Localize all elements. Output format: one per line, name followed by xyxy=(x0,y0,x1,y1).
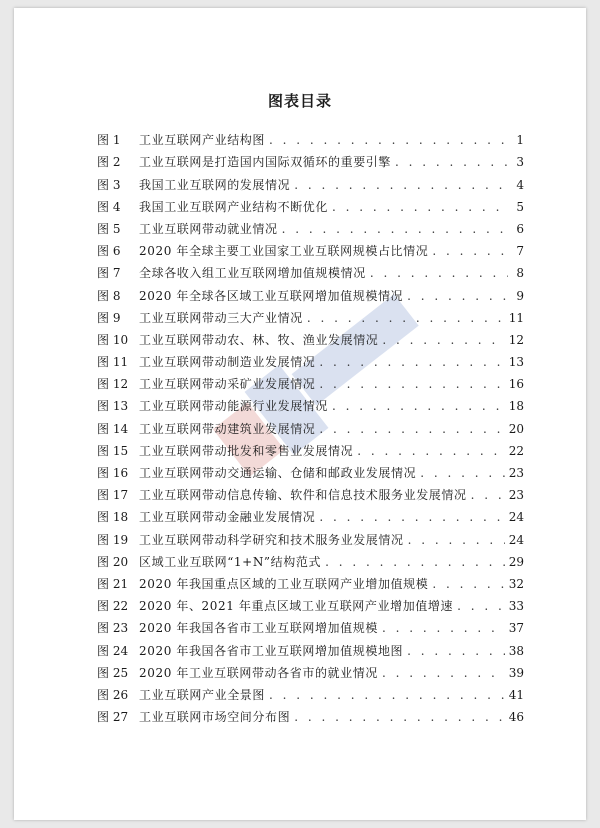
dot-leader xyxy=(319,510,504,524)
toc-entry[interactable] xyxy=(97,458,524,480)
page-number: 23 xyxy=(508,466,524,480)
toc-entry[interactable] xyxy=(97,635,524,657)
figure-title: 工业互联网带动科学研究和技术服务业发展情况 xyxy=(139,532,404,547)
figure-number: 图 21 xyxy=(97,576,129,591)
figure-number: 图 5 xyxy=(97,221,121,236)
dot-leader xyxy=(357,444,505,458)
page-number: 39 xyxy=(508,665,524,680)
page-number: 33 xyxy=(508,599,524,614)
figure-title: 我国工业互联网产业结构不断优化 xyxy=(139,199,329,214)
figure-title: 工业互联网带动信息传输、软件和信息技术服务业发展情况 xyxy=(139,488,467,503)
dot-leader xyxy=(407,644,505,658)
page-number: 13 xyxy=(508,355,524,370)
toc-entry[interactable] xyxy=(97,413,524,435)
figure-number: 图 19 xyxy=(97,532,129,547)
toc-entry[interactable] xyxy=(97,169,524,191)
figure-number: 图 13 xyxy=(97,399,129,414)
dot-leader xyxy=(269,688,505,702)
figure-title: 工业互联网带动批发和零售业发展情况 xyxy=(139,443,354,458)
document-page xyxy=(14,8,586,820)
figure-number: 图 1 xyxy=(97,133,121,148)
figure-number: 图 3 xyxy=(97,177,121,192)
dot-leader xyxy=(319,422,504,436)
page-number: 41 xyxy=(508,687,524,702)
figure-number: 图 8 xyxy=(97,288,121,303)
figure-title: 工业互联网带动能源行业发展情况 xyxy=(139,399,329,414)
figure-number: 图 17 xyxy=(97,488,129,503)
figure-number: 图 12 xyxy=(97,377,129,392)
figure-number: 图 20 xyxy=(97,554,129,569)
page-number: 24 xyxy=(508,532,524,547)
toc-entry[interactable] xyxy=(97,280,524,302)
toc-entry[interactable] xyxy=(97,547,524,569)
dot-leader xyxy=(408,533,505,547)
figure-number: 图 26 xyxy=(97,687,129,702)
page-number: 6 xyxy=(516,221,524,236)
figure-index-list xyxy=(97,125,524,724)
toc-entry[interactable] xyxy=(97,147,524,169)
figure-number: 图 18 xyxy=(97,510,129,525)
figure-number: 图 25 xyxy=(97,665,129,680)
toc-entry[interactable] xyxy=(97,258,524,280)
figure-title: 工业互联网产业全景图 xyxy=(139,687,266,702)
figure-number: 图 14 xyxy=(97,421,129,436)
figure-title: 工业互联网带动制造业发展情况 xyxy=(139,355,316,370)
dot-leader xyxy=(332,200,508,214)
figure-title: 全球各收入组工业互联网增加值规模情况 xyxy=(139,266,366,281)
dot-leader xyxy=(282,222,508,236)
page-number: 3 xyxy=(516,155,524,170)
dot-leader xyxy=(319,377,504,391)
toc-entry[interactable] xyxy=(97,391,524,413)
toc-entry[interactable] xyxy=(97,303,524,325)
dot-leader xyxy=(457,599,505,613)
figure-title: 2020 年我国各省市工业互联网增加值规模地图 xyxy=(139,643,404,658)
figure-title: 工业互联网带动建筑业发展情况 xyxy=(139,421,316,436)
figure-title: 工业互联网带动三大产业情况 xyxy=(139,310,303,325)
figure-number: 图 24 xyxy=(97,643,129,658)
dot-leader xyxy=(382,621,505,635)
page-number: 5 xyxy=(516,199,524,214)
figure-title: 工业互联网是打造国内国际双循环的重要引擎 xyxy=(139,155,392,170)
toc-entry[interactable] xyxy=(97,680,524,702)
dot-leader xyxy=(294,178,508,192)
dot-leader xyxy=(432,244,508,258)
dot-leader xyxy=(382,666,505,680)
page-number: 37 xyxy=(508,621,524,636)
dot-leader xyxy=(382,333,504,347)
figure-title: 工业互联网带动采矿业发展情况 xyxy=(139,377,316,392)
dot-leader xyxy=(319,355,504,369)
page-number: 46 xyxy=(508,710,524,725)
page-number: 1 xyxy=(516,133,524,148)
figure-title: 2020 年工业互联网带动各省市的就业情况 xyxy=(139,665,378,680)
figure-title: 工业互联网带动就业情况 xyxy=(139,221,278,236)
toc-entry[interactable] xyxy=(97,613,524,635)
page-number: 4 xyxy=(516,177,524,192)
figure-number: 图 16 xyxy=(97,466,129,480)
toc-entry[interactable] xyxy=(97,347,524,369)
toc-entry[interactable] xyxy=(97,125,524,147)
toc-entry[interactable] xyxy=(97,236,524,258)
figure-number: 图 6 xyxy=(97,244,121,259)
figure-number: 图 27 xyxy=(97,710,129,725)
dot-leader xyxy=(432,577,504,591)
page-title: 图表目录 xyxy=(267,92,332,110)
toc-entry[interactable] xyxy=(97,480,524,502)
dot-leader xyxy=(325,555,505,569)
toc-entry[interactable] xyxy=(97,502,524,524)
figure-number: 图 2 xyxy=(97,155,121,170)
dot-leader xyxy=(471,488,505,502)
figure-title: 2020 年我国各省市工业互联网增加值规模 xyxy=(139,621,378,636)
page-number: 11 xyxy=(508,310,524,325)
figure-title: 2020 年全球各区域工业互联网增加值规模情况 xyxy=(139,288,404,303)
dot-leader xyxy=(269,133,508,147)
dot-leader xyxy=(332,399,505,413)
figure-title: 工业互联网带动金融业发展情况 xyxy=(139,510,316,525)
figure-title: 2020 年、2021 年重点区域工业互联网产业增加值增速 xyxy=(139,599,454,614)
figure-number: 图 15 xyxy=(97,443,129,458)
page-number: 32 xyxy=(508,576,524,591)
figure-number: 图 11 xyxy=(97,355,129,370)
figure-title: 我国工业互联网的发展情况 xyxy=(139,177,291,192)
page-number: 22 xyxy=(508,443,524,458)
dot-leader xyxy=(395,155,508,169)
page-number: 24 xyxy=(508,510,524,525)
figure-number: 图 7 xyxy=(97,266,121,281)
toc-entry[interactable] xyxy=(97,369,524,391)
page-number: 20 xyxy=(508,421,524,436)
toc-entry[interactable] xyxy=(97,702,524,724)
page-number: 18 xyxy=(508,399,524,414)
page-number: 8 xyxy=(516,266,524,281)
toc-entry[interactable] xyxy=(97,569,524,591)
page-number: 7 xyxy=(516,244,524,259)
toc-entry[interactable] xyxy=(97,524,524,546)
figure-title: 工业互联网带动交通运输、仓储和邮政业发展情况 xyxy=(139,466,417,480)
figure-title: 2020 年我国重点区域的工业互联网产业增加值规模 xyxy=(139,576,429,591)
figure-title: 工业互联网产业结构图 xyxy=(139,133,266,148)
toc-entry[interactable] xyxy=(97,591,524,613)
figure-title: 工业互联网市场空间分布图 xyxy=(139,710,291,725)
figure-number: 图 22 xyxy=(97,599,129,614)
figure-title: 工业互联网带动农、林、牧、渔业发展情况 xyxy=(139,332,379,347)
toc-entry[interactable] xyxy=(97,325,524,347)
figure-number: 图 4 xyxy=(97,199,121,214)
figure-title: 区域工业互联网“1+N”结构范式 xyxy=(139,554,322,569)
figure-title: 2020 年全球主要工业国家工业互联网规模占比情况 xyxy=(139,244,429,259)
toc-entry[interactable] xyxy=(97,436,524,458)
figure-number: 图 23 xyxy=(97,621,129,636)
page-number: 16 xyxy=(508,377,524,392)
toc-entry[interactable] xyxy=(97,214,524,236)
dot-leader xyxy=(307,311,505,325)
toc-entry[interactable] xyxy=(97,658,524,680)
toc-entry[interactable] xyxy=(97,192,524,214)
page-number: 12 xyxy=(508,332,524,347)
figure-number: 图 10 xyxy=(97,332,129,347)
page-number: 29 xyxy=(508,554,524,569)
dot-leader xyxy=(420,466,505,480)
page-number: 38 xyxy=(508,643,524,658)
page-number: 23 xyxy=(508,488,524,503)
dot-leader xyxy=(407,289,508,303)
page-number: 9 xyxy=(516,288,524,303)
figure-number: 图 9 xyxy=(97,310,121,325)
dot-leader xyxy=(370,266,508,280)
dot-leader xyxy=(294,710,505,724)
